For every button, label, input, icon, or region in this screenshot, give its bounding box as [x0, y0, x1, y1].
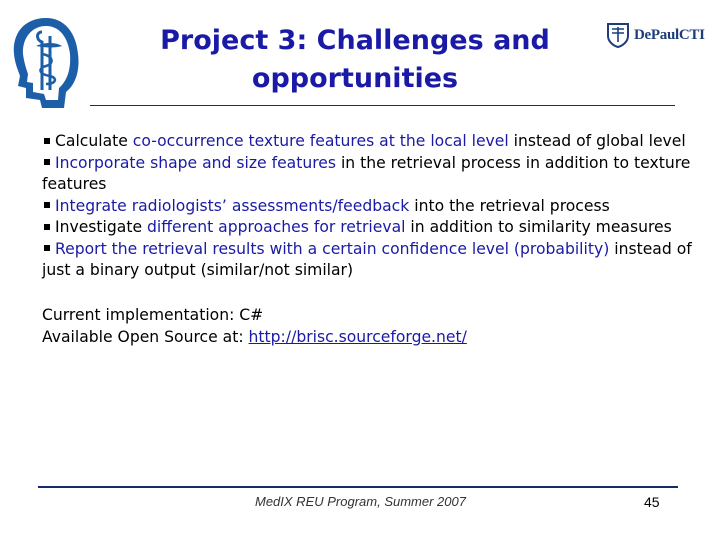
- implementation-info: [42, 305, 467, 348]
- title-divider: [90, 105, 675, 106]
- depaul-cti-logo: [606, 22, 712, 50]
- footer-caption: MedIX REU Program, Summer 2007: [255, 494, 466, 509]
- implementation-line: Current implementation: C#: [42, 306, 264, 324]
- slicer-head-caduceus-icon: [6, 12, 86, 112]
- slicer-logo: [6, 12, 86, 112]
- page-title: [130, 22, 580, 98]
- title-line-2: opportunities: [251, 63, 459, 94]
- bullet-marker-icon: [44, 245, 50, 251]
- bullet-item: Integrate radiologists’ assessments/feedback into the retrieval process: [42, 196, 702, 218]
- bullet-list: [42, 131, 702, 282]
- bullet-item: Report the retrieval results with a certain confidence level (probability) instead of just a binary output (similar/not similar): [42, 239, 692, 279]
- bullet-item: Investigate different approaches for retrieval in addition to similarity measures: [42, 217, 702, 239]
- bullet-marker-icon: [44, 138, 50, 144]
- depaul-cti-wordmark: DePaulCTI: [634, 27, 705, 43]
- sourceforge-link[interactable]: http://brisc.sourceforge.net/: [248, 327, 467, 346]
- open-source-label: Available Open Source at:: [42, 327, 249, 346]
- page-number: 45: [644, 494, 660, 510]
- title-line-1: Project 3: Challenges and: [160, 25, 550, 56]
- footer-divider: [38, 486, 678, 488]
- bullet-item: Calculate co-occurrence texture features at the local level instead of global level: [42, 131, 702, 153]
- bullet-item: Incorporate shape and size features in the retrieval process in addition to texture features: [42, 153, 691, 193]
- open-source-line: [42, 327, 467, 349]
- bullet-marker-icon: [44, 202, 50, 208]
- bullet-marker-icon: [44, 159, 50, 165]
- depaul-seal-icon: [606, 22, 630, 48]
- bullet-marker-icon: [44, 224, 50, 230]
